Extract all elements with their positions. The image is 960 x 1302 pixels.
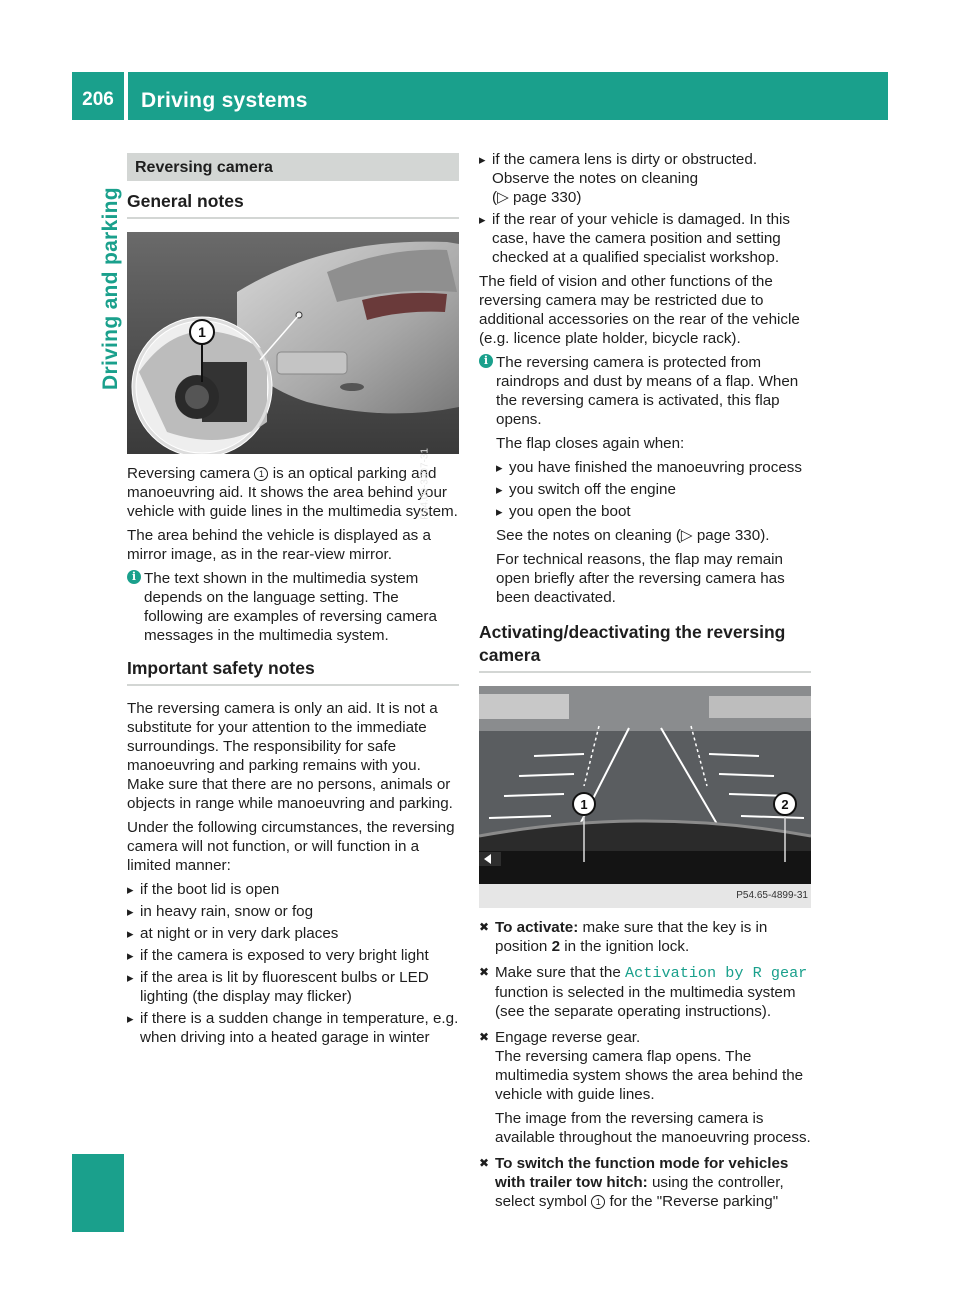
activation-steps: [479, 918, 811, 1211]
info-icon: i: [127, 570, 141, 584]
limitation-list: [127, 880, 459, 1047]
page-ref-icon: ▷: [680, 527, 693, 544]
page-ref-icon: ▷: [497, 189, 509, 206]
general-notes-heading: General notes: [127, 190, 459, 219]
flap-closes-list: [496, 458, 811, 521]
image-label: P54.00-3307-31: [420, 448, 431, 520]
step-item: ✖ To switch the function mode for vehicles with trailer tow hitch: using the controller, select symbol 1 for the "Reverse parking": [479, 1154, 811, 1211]
limitation-list-continued: [479, 150, 811, 267]
list-item: ▸ you open the boot: [496, 502, 811, 521]
list-item: ▸ you switch off the engine: [496, 480, 811, 499]
section-title: Reversing camera: [127, 153, 459, 181]
mirror-paragraph: The area behind the vehicle is displayed as a mirror image, as in the rear-view mirror.: [127, 527, 431, 563]
callout-2-text: 2: [781, 797, 789, 812]
info-note: i The text shown in the multimedia system depends on the language setting. The following are examples of reversing camera messages in the multimedia system.: [127, 569, 459, 645]
list-item: ▸ if the camera is exposed to very bright light: [127, 946, 459, 965]
page-ref-link[interactable]: page 330): [512, 189, 582, 206]
info-note: i The reversing camera is protected from raindrops and dust by means of a flap. When the reversing camera is activated, this flap opens. The flap closes again when: ▸ you have finished the manoeuvring process ▸ you switch off the engine ▸ you open the boot See the notes on cleaning (▷ page 330). For technical reasons, the flap may remain open briefly after the reversing camera has been deactivated.: [479, 353, 811, 607]
camera-display-figure: [479, 686, 811, 908]
header-divider: [124, 72, 128, 120]
step-item: ✖ Make sure that the Activation by R gear function is selected in the multimedia system (see the separate operating instructions).: [479, 963, 811, 1021]
list-item: ▸ if the area is lit by fluorescent bulbs or LED lighting (the display may flicker): [127, 968, 459, 1006]
callout-1-icon: 1: [591, 1195, 605, 1209]
list-item: ▸ if there is a sudden change in temperature, e.g. when driving into a heated garage in winter: [127, 1009, 459, 1047]
callout-1-icon: 1: [254, 467, 268, 481]
side-tab-marker: [72, 1154, 124, 1232]
camera-display-illustration: [479, 686, 811, 908]
chapter-title: Driving systems: [141, 89, 308, 112]
list-item: ▸ you have finished the manoeuvring process: [496, 458, 811, 477]
safety-heading: Important safety notes: [127, 657, 459, 686]
list-item: ▸ if the rear of your vehicle is damaged. In this case, have the camera position and setting checked at a qualified specialist workshop.: [479, 210, 811, 267]
page-ref-link[interactable]: page 330).: [696, 527, 770, 544]
list-item: ▸ if the camera lens is dirty or obstructed. Observe the notes on cleaning (▷ page 330): [479, 150, 811, 207]
list-item: ▸ at night or in very dark places: [127, 924, 459, 943]
left-column: [127, 150, 459, 1052]
info-icon: i: [479, 354, 493, 368]
step-item: ✖ Engage reverse gear. The reversing camera flap opens. The multimedia system shows the area behind the vehicle with guide lines. The image from the reversing camera is available throughout the manoeuvring process.: [479, 1028, 811, 1147]
callout-1-text: 1: [580, 797, 588, 812]
function-name: Activation by R gear: [625, 964, 808, 982]
callout-1-text: 1: [198, 324, 206, 340]
right-column: [479, 150, 811, 1218]
safety-paragraph-2: Under the following circumstances, the reversing camera will not function, or will function in a limited manner:: [127, 819, 455, 874]
intro-paragraph: Reversing camera 1 is an optical parking and manoeuvring aid. It shows the area behind your vehicle with guide lines in the multimedia system.: [127, 465, 458, 520]
list-item: ▸ if the boot lid is open: [127, 880, 459, 899]
rear-car-illustration: [127, 232, 459, 454]
field-of-vision-paragraph: The field of vision and other functions of the reversing camera may be restricted due to additional accessories on the rear of the vehicle (e.g. licence plate holder, bicycle rack).: [479, 273, 800, 347]
image-label: P54.65-4899-31: [736, 890, 808, 901]
side-tab-label: Driving and parking: [99, 187, 122, 390]
list-item: ▸ in heavy rain, snow or fog: [127, 902, 459, 921]
activate-heading: Activating/deactivating the reversing camera: [479, 621, 811, 673]
safety-paragraph-1: The reversing camera is only an aid. It is not a substitute for your attention to the immediate surroundings. The responsibility for safe manoeuvring and parking remains with you. Make sure that there are no persons, animals or objects in range while manoeuvring and parking.: [127, 700, 453, 812]
page-number: 206: [82, 89, 114, 110]
step-item: ✖ To activate: make sure that the key is in position 2 in the ignition lock.: [479, 918, 811, 956]
